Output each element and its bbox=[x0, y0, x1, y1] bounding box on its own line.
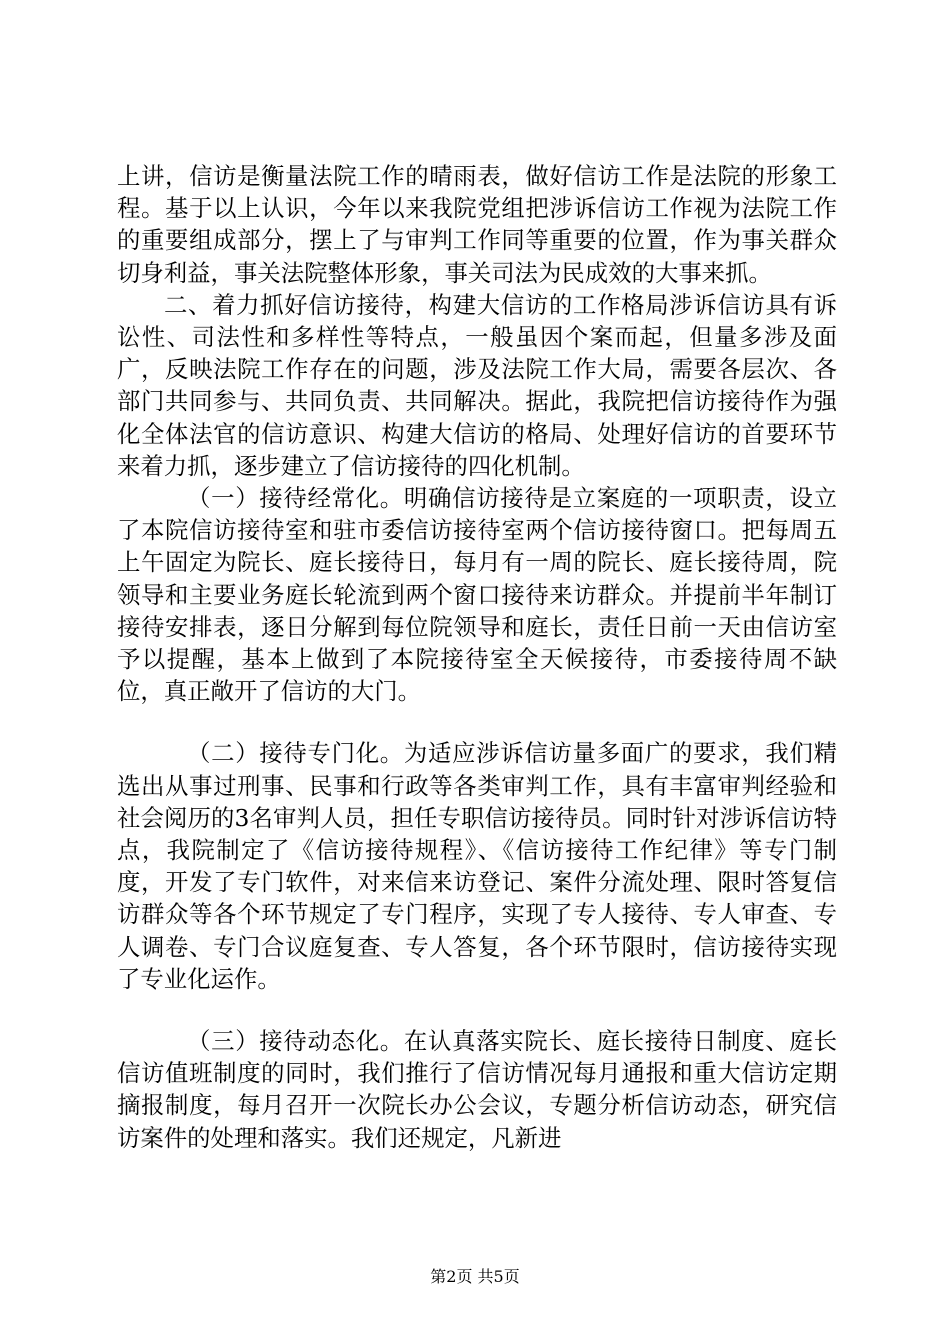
page-number-footer: 第2页 共5页 bbox=[430, 1267, 520, 1286]
paragraph-continuation: 上讲，信访是衡量法院工作的晴雨表，做好信访工作是法院的形象工程。基于以上认识，今年以来我院党组把涉诉信访工作视为法院工作的重要组成部分，摆上了与审判工作同等重要的位置，作为事关群众切身利益，事关法院整体形象，事关司法为民成效的大事来抓。 bbox=[117, 162, 837, 287]
paragraph-item-one: （一）接待经常化。明确信访接待是立案庭的一项职责，设立了本院信访接待室和驻市委信访接待室两个信访接待窗口。把每周五上午固定为院长、庭长接待日，每月有一周的院长、庭长接待周，院领导和主要业务庭长轮流到两个窗口接待来访群众。并提前半年制订接待安排表，逐日分解到每位院领导和庭长，责任日前一天由信访室予以提醒，基本上做到了本院接待室全天候接待，市委接待周不缺位，真正敞开了信访的大门。 bbox=[117, 484, 837, 706]
document-body bbox=[117, 160, 837, 1154]
paragraph-item-three: （三）接待动态化。在认真落实院长、庭长接待日制度、庭长信访值班制度的同时，我们推行了信访情况每月通报和重大信访定期摘报制度，每月召开一次院长办公会议，专题分析信访动态，研究信访案件的处理和落实。我们还规定，凡新进 bbox=[117, 1027, 837, 1152]
paragraph-item-two: （二）接待专门化。为适应涉诉信访量多面广的要求，我们精选出从事过刑事、民事和行政等各类审判工作，具有丰富审判经验和社会阅历的3名审判人员，担任专职信访接待员。同时针对涉诉信访特点，我院制定了《信访接待规程》、《信访接待工作纪律》等专门制度，开发了专门软件，对来信来访登记、案件分流处理、限时答复信访群众等各个环节规定了专门程序，实现了专人接待、专人审查、专人调卷、专门合议庭复查、专人答复，各个环节限时，信访接待实现了专业化运作。 bbox=[117, 739, 837, 993]
paragraph-section-two: 二、着力抓好信访接待，构建大信访的工作格局涉诉信访具有诉讼性、司法性和多样性等特点，一般虽因个案而起，但量多涉及面广，反映法院工作存在的问题，涉及法院工作大局，需要各层次、各部门共同参与、共同负责、共同解决。据此，我院把信访接待作为强化全体法官的信访意识、构建大信访的格局、处理好信访的首要环节来着力抓，逐步建立了信访接待的四化机制。 bbox=[117, 290, 837, 480]
